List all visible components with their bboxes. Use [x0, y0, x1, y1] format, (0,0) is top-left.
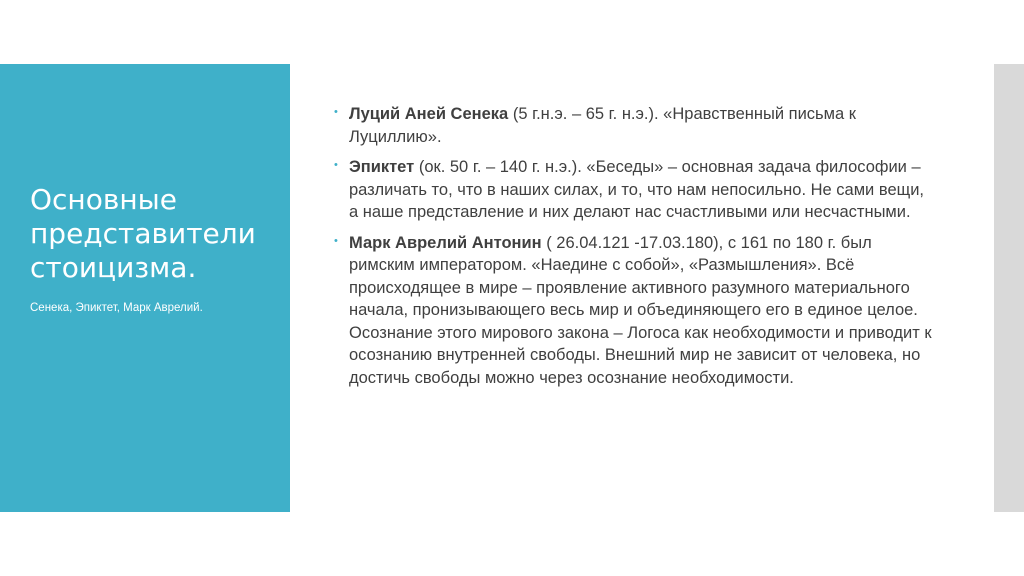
bullet-text: (5 г.н.э. – 65 г. н.э.). «Нравственный письма к Луциллию».: [349, 105, 856, 146]
bullet-item-marcus-aurelius: [334, 232, 934, 390]
slide-title: Основные представители стоицизма.: [30, 183, 256, 284]
bullet-name: Луций Аней Сенека: [349, 105, 509, 123]
content-bullet-list: [334, 103, 934, 397]
right-edge-strip: [994, 64, 1024, 512]
bullet-item-epictetus: [334, 156, 934, 224]
bullet-name: Эпиктет: [349, 158, 415, 176]
slide-subtitle: Сенека, Эпиктет, Марк Аврелий.: [30, 302, 203, 314]
bullet-dot-icon: •: [334, 159, 338, 171]
bullet-name: Марк Аврелий Антонин: [349, 233, 542, 252]
bullet-dot-icon: •: [334, 106, 338, 118]
bullet-dot-icon: •: [334, 234, 338, 247]
bullet-item-seneca: [334, 103, 934, 148]
bullet-text: ( 26.04.121 -17.03.180), с 161 по 180 г. был римским императором. «Наедине с собой», «Размышления». Всё происходящее в мире – проявление активного разумного материального начала, пронизывающего весь мир и объединяющего его в единое целое. Осознание этого мирового закона – Логоса как необходимости и приводит к осознанию внутренней свободы. Внешний мир не зависит от человека, но достичь свободы можно через осознание необходимости.: [349, 233, 932, 387]
title-panel: [0, 64, 290, 512]
bullet-text: (ок. 50 г. – 140 г. н.э.). «Беседы» – основная задача философии – различать то, что в наших силах, и то, что нам непосильно. Не сами вещи, а наше представление и них делают нас счастливыми или несчастными.: [349, 158, 924, 221]
